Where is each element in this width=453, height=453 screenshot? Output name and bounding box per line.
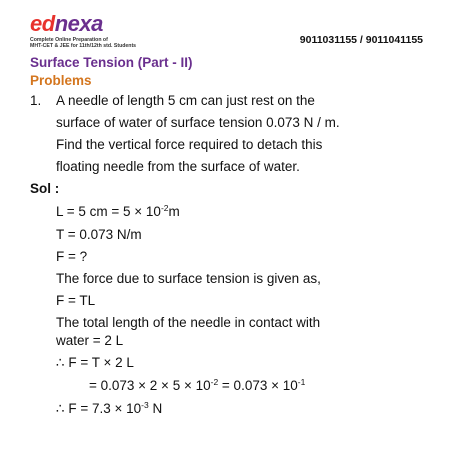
given-length: L = 5 cm = $5 \times 10^{-2}m$ xyxy=(56,203,180,219)
phone-numbers: 9011031155 / 9011041155 xyxy=(299,34,423,46)
logo-tagline-2: MHT-CET & JEE for 11th/12th std. Students xyxy=(30,43,137,49)
problem-line: floating needle from the surface of water. xyxy=(56,159,300,174)
problem-line: A needle of length 5 cm can just rest on the xyxy=(56,93,315,108)
formula-f-tl: F = TL xyxy=(56,293,96,308)
unknown-force: F = ? xyxy=(56,249,88,264)
page-title: Surface Tension (Part - II) xyxy=(30,55,193,70)
section-heading: Problems xyxy=(30,73,92,88)
total-length-line-1: The total length of the needle in contact with xyxy=(56,315,321,330)
given-tension: T = 0.073 N/m xyxy=(56,227,142,242)
problem-line: surface of water of surface tension 0.073 N / m. xyxy=(56,115,340,130)
ednexa-logo xyxy=(30,13,170,51)
problem-line: Find the vertical force required to detach this xyxy=(56,137,323,152)
therefore-formula: ∴ F = T × 2 L xyxy=(56,355,134,370)
total-length-line-2: water = 2 L xyxy=(56,333,124,348)
problem-number: 1. xyxy=(30,93,42,108)
logo-wordmark: ednexa xyxy=(30,11,103,36)
calculation-line: = $0.073 \times 2 \times 5 \times 10^{-2} = 0.073 \times 10^{-1}$ xyxy=(89,377,306,393)
solution-label: Sol : xyxy=(30,181,60,196)
logo-tagline-1: Complete Online Preparation of xyxy=(30,37,108,43)
force-intro: The force due to surface tension is given as, xyxy=(56,271,321,286)
final-answer: ∴ $F = 7.3 \times 10^{-3}$ N xyxy=(56,400,163,416)
